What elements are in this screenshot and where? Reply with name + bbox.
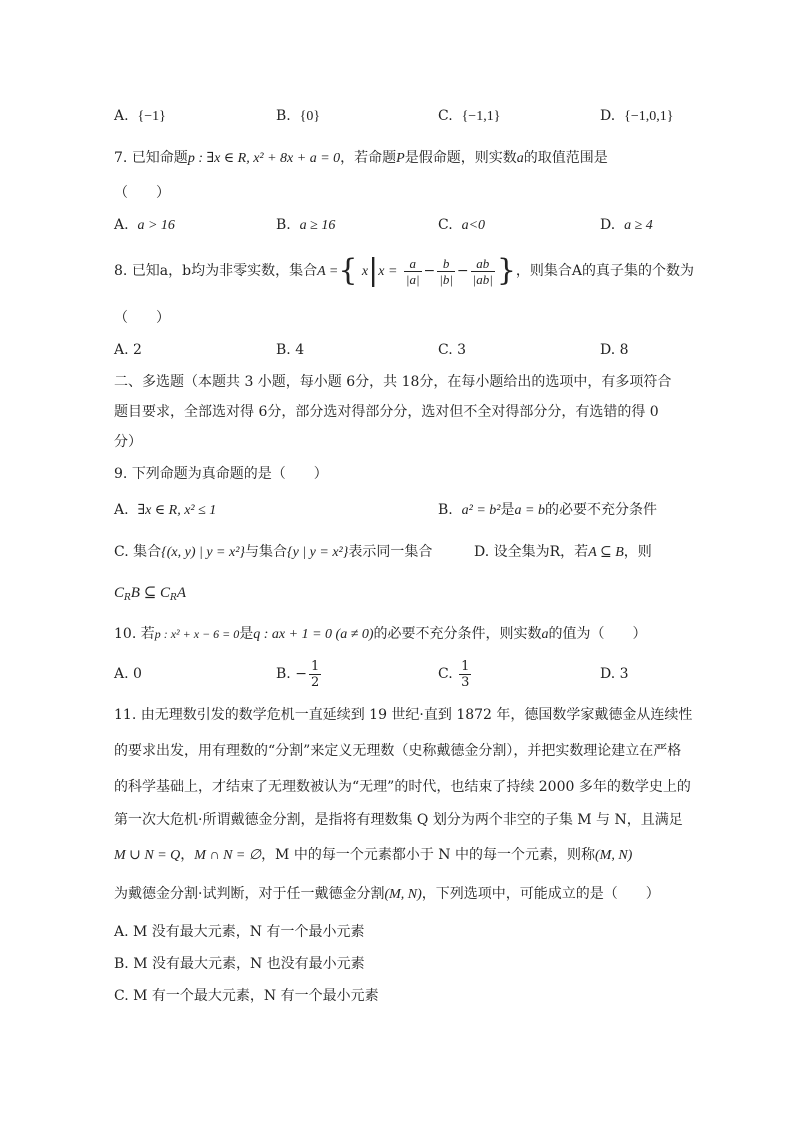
math-var: C — [114, 585, 125, 601]
q7-stem — [114, 148, 608, 169]
q8-option-d — [600, 340, 629, 360]
q9-option-a — [114, 500, 216, 521]
option-label: A. — [114, 108, 129, 124]
math-subscript: R — [124, 593, 131, 603]
section-2-line-3: 分） — [114, 434, 142, 450]
option-label: C. — [438, 342, 453, 358]
math-var: a — [541, 627, 549, 642]
q10-option-a — [114, 664, 142, 684]
left-brace: { — [338, 253, 358, 288]
option-label: D. — [600, 342, 616, 358]
option-text: 是 — [500, 502, 515, 518]
option-label: A. — [114, 502, 129, 518]
option-label: B. — [276, 217, 291, 233]
math-expression: a = b — [514, 503, 545, 518]
option-value: a<0 — [461, 218, 486, 233]
math-var: a — [516, 151, 524, 166]
math-expression: A = — [317, 264, 339, 279]
stem-text: 是假命题，则实数 — [404, 150, 517, 166]
option-label: C. — [438, 666, 453, 682]
question-number: 11. — [114, 707, 137, 723]
q11-option-c: C. M 有一个最大元素，N 有一个最小元素 — [114, 988, 379, 1004]
q9-option-b — [438, 500, 657, 521]
option-value: a > 16 — [137, 218, 175, 233]
q6-option-d — [600, 106, 673, 127]
right-brace: } — [496, 253, 516, 288]
option-text: 的必要不充分条件 — [544, 502, 657, 518]
denominator: 2 — [310, 674, 320, 690]
q7-option-d — [600, 215, 653, 236]
denominator: 3 — [461, 674, 470, 690]
q8-option-a — [114, 340, 142, 360]
option-value: 4 — [295, 342, 305, 358]
math-expression: p : x² + x − 6 = 0 — [154, 627, 240, 641]
question-number: 10. — [114, 626, 137, 642]
math-expression: {y | y = x²} — [287, 545, 349, 560]
q9-option-d — [474, 542, 652, 563]
math-expression: a² = b² — [461, 503, 501, 518]
option-label: C. — [114, 544, 129, 560]
math-expression: q : ax + 1 = 0 (a ≠ 0) — [253, 627, 374, 642]
option-label: A. — [114, 342, 129, 358]
option-label: B. — [276, 342, 291, 358]
q8-stem: 8. 已知a，b均为非零实数，集合A ={ x|x = $\frac{a}{|a|}$ − $\frac{b}{|b|}$ − $\frac{ab}{|ab|}$ }，则集合A的真子集的个数为 — [114, 253, 695, 288]
q9-option-d-continued — [114, 582, 186, 608]
q11-line-4: 第一次大危机·所谓戴德金分割，是指将有理数集 Q 划分为两个非空的子集 M 与 N，且满足 — [114, 812, 683, 828]
math-expression: A ⊆ B — [588, 545, 624, 560]
fraction-b — [437, 256, 455, 287]
q7-blank: （ ） — [114, 185, 170, 201]
stem-text: 已知a，b均为非零实数，集合 — [131, 263, 318, 279]
option-value: 8 — [619, 342, 629, 358]
q8-option-c — [438, 340, 466, 360]
option-label: A. — [114, 666, 129, 682]
math-expression: M ∩ N = ∅ — [194, 848, 262, 863]
q8-option-b — [276, 340, 304, 360]
option-value: {−1,0,1} — [624, 109, 674, 124]
math-subscript: R — [170, 593, 177, 603]
stem-text: 的必要不充分条件，则实数 — [373, 626, 542, 642]
q7-option-a — [114, 215, 175, 236]
stem-text: 的取值范围是 — [523, 150, 608, 166]
math-expression: {(x, y) | y = x²} — [161, 545, 245, 560]
q10-option-b — [276, 654, 323, 694]
q10-option-c — [438, 654, 473, 694]
minus-sign: − — [295, 666, 307, 682]
stem-text: 为戴德金分割·试判断，对于任一戴德金分割 — [114, 886, 385, 902]
numerator: b — [437, 256, 455, 272]
option-label: D. — [600, 108, 616, 124]
q6-option-a — [114, 106, 166, 127]
option-label: C. — [438, 108, 453, 124]
question-number: 8. — [114, 263, 128, 279]
option-label: D. — [600, 666, 616, 682]
stem-text: ， — [180, 847, 195, 863]
option-label: B. — [276, 108, 291, 124]
stem-text: 若 — [140, 626, 155, 642]
math-expression: (M, N) — [384, 887, 422, 902]
option-value: {0} — [299, 109, 321, 124]
math-expression: (M, N) — [595, 848, 633, 863]
q11-line-1 — [114, 705, 692, 725]
math-expression: x = — [378, 264, 398, 279]
q9-stem — [114, 464, 328, 484]
q6-option-c — [438, 106, 500, 127]
option-label: B. — [438, 502, 453, 518]
stem-text: 的值为（ ） — [548, 626, 647, 642]
option-value: {−1,1} — [461, 109, 501, 124]
math-var: A — [176, 585, 186, 601]
option-text: 表示同一集合 — [348, 544, 433, 560]
q10-option-d — [600, 664, 629, 684]
option-label: D. — [600, 217, 616, 233]
q9-option-c — [114, 542, 432, 563]
numerator: 1 — [310, 658, 320, 674]
numerator: a — [404, 256, 422, 272]
option-value: {−1} — [137, 109, 166, 124]
numerator: ab — [471, 256, 495, 272]
math-expression: M ∪ N = Q — [114, 848, 181, 863]
denominator: |a| — [405, 271, 420, 287]
math-expression: p : ∃x ∈ R, x² + 8x + a = 0 — [187, 151, 341, 166]
q10-stem — [114, 624, 647, 645]
fraction-ab — [471, 256, 495, 287]
option-label: D. — [474, 544, 490, 560]
option-value: 2 — [133, 342, 142, 358]
math-expression: B ⊆ C — [130, 585, 171, 601]
option-value: ∃x ∈ R, x² ≤ 1 — [137, 503, 217, 518]
math-var: x — [361, 264, 369, 279]
option-text: 与集合 — [245, 544, 287, 560]
stem-text: 由无理数引发的数学危机一直延续到 19 世纪·直到 1872 年，德国数学家戴德金从连续性 — [140, 707, 693, 723]
option-value: 3 — [457, 342, 467, 358]
q11-option-b: B. M 没有最大元素，N 也没有最小元素 — [114, 956, 365, 972]
question-number: 7. — [114, 150, 128, 166]
q11-line-3: 的科学基础上，才结束了无理数被认为“无理”的时代，也结束了持续 2000 多年的数学史上的 — [114, 779, 691, 795]
option-label: B. — [276, 666, 291, 682]
fraction-one-half — [309, 659, 321, 690]
option-value: 0 — [133, 666, 142, 682]
option-text: 集合 — [133, 544, 162, 560]
stem-text: ，若命题 — [340, 150, 397, 166]
fraction-a — [404, 256, 422, 287]
option-value: a ≥ 4 — [624, 218, 653, 233]
option-label: A. — [114, 217, 129, 233]
q7-option-c — [438, 215, 485, 236]
q11-line-2: 的要求出发，用有理数的“分割”来定义无理数（史称戴德金分割），并把实数理论建立在严格 — [114, 743, 682, 759]
denominator: |ab| — [472, 271, 493, 287]
numerator: 1 — [461, 658, 470, 674]
stem-text: ，M 中的每一个元素都小于 N 中的每一个元素，则称 — [261, 847, 595, 863]
option-value: 3 — [619, 666, 629, 682]
option-label: C. — [438, 217, 453, 233]
option-text: ，则 — [623, 544, 652, 560]
q8-blank: （ ） — [114, 310, 170, 326]
stem-text: 是 — [239, 626, 254, 642]
denominator: |b| — [439, 271, 453, 287]
fraction-one-third — [459, 659, 471, 690]
q11-line-5 — [114, 845, 632, 866]
set-bar: | — [368, 253, 379, 288]
stem-text: ，下列选项中，可能成立的是（ ） — [421, 886, 660, 902]
stem-text: ，则集合A的真子集的个数为 — [515, 263, 695, 279]
stem-text: 下列命题为真命题的是（ ） — [131, 466, 328, 482]
question-number: 9. — [114, 466, 128, 482]
option-text: 设全集为R，若 — [493, 544, 589, 560]
q7-option-b — [276, 215, 335, 236]
q11-option-a: A. M 没有最大元素，N 有一个最小元素 — [114, 924, 365, 940]
q11-line-6 — [114, 884, 660, 905]
section-2-line-1: 二、多选题（本题共 3 小题，每小题 6分，共 18分，在每小题给出的选项中，有多项符合 — [114, 374, 672, 390]
option-value: a ≥ 16 — [299, 218, 336, 233]
math-var: P — [396, 151, 405, 166]
q6-option-b — [276, 106, 320, 127]
section-2-line-2: 题目要求，全部选对得 6分，部分选对得部分分，选对但不全对得部分分，有选错的得 0 — [114, 404, 659, 420]
stem-text: 已知命题 — [131, 150, 188, 166]
